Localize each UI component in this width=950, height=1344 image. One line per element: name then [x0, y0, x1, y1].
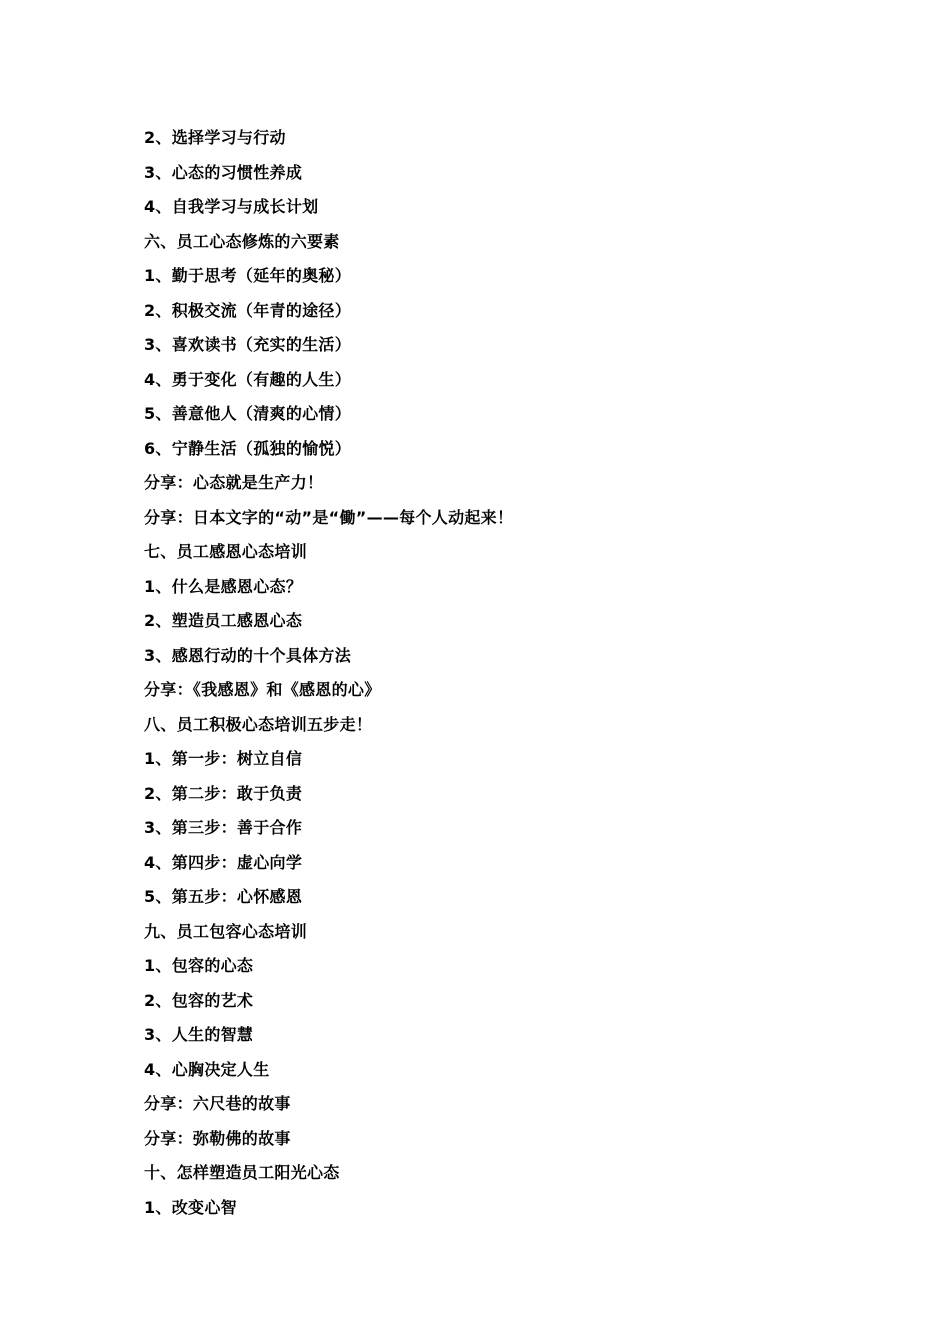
- share-line: 分享：弥勒佛的故事: [144, 1128, 291, 1148]
- section-heading: 六、员工心态修炼的六要素: [144, 231, 340, 251]
- text-line: 5、第五步：心怀感恩: [144, 887, 303, 906]
- text-line: 1、包容的心态: [144, 956, 254, 975]
- text-line: 6、宁静生活（孤独的愉悦）: [144, 438, 352, 458]
- text-line: 4、第四步：虚心向学: [144, 852, 303, 872]
- text-line: 1、勤于思考（延年的奥秘）: [144, 266, 352, 285]
- share-line: 分享：《我感恩》和《感恩的心》: [144, 680, 381, 699]
- text-line: 2、塑造员工感恩心态: [144, 611, 303, 630]
- text-line: 5、善意他人（清爽的心情）: [144, 404, 352, 423]
- text-line: 1、什么是感恩心态？: [144, 576, 303, 596]
- section-heading: 八、员工积极心态培训五步走！: [144, 714, 373, 734]
- text-line: 2、选择学习与行动: [144, 128, 286, 147]
- section-heading: 七、员工感恩心态培训: [144, 542, 308, 561]
- text-line: 1、第一步：树立自信: [144, 749, 303, 768]
- section-heading: 九、员工包容心态培训: [144, 921, 308, 941]
- share-line: 分享：心态就是生产力！: [144, 473, 324, 492]
- text-line: 4、勇于变化（有趣的人生）: [144, 369, 352, 389]
- text-line: 3、感恩行动的十个具体方法: [144, 645, 352, 665]
- share-line: 分享：六尺巷的故事: [144, 1094, 291, 1113]
- text-line: 4、心胸决定人生: [144, 1059, 270, 1079]
- text-line: 1、改变心智: [144, 1197, 237, 1217]
- share-line: 分享：日本文字的“动”是“働”——每个人动起来！: [144, 507, 514, 527]
- text-line: 3、人生的智慧: [144, 1025, 254, 1044]
- text-lines: [144, 121, 513, 1225]
- text-line: 2、包容的艺术: [144, 990, 254, 1010]
- text-line: 4、自我学习与成长计划: [144, 197, 319, 216]
- text-line: 3、心态的习惯性养成: [144, 162, 303, 182]
- text-line: 2、积极交流（年青的途径）: [144, 300, 352, 320]
- section-heading: 十、怎样塑造员工阳光心态: [144, 1163, 340, 1182]
- text-line: 3、喜欢读书（充实的生活）: [144, 335, 352, 354]
- text-line: 2、第二步：敢于负责: [144, 783, 303, 803]
- text-line: 3、第三步：善于合作: [144, 818, 303, 837]
